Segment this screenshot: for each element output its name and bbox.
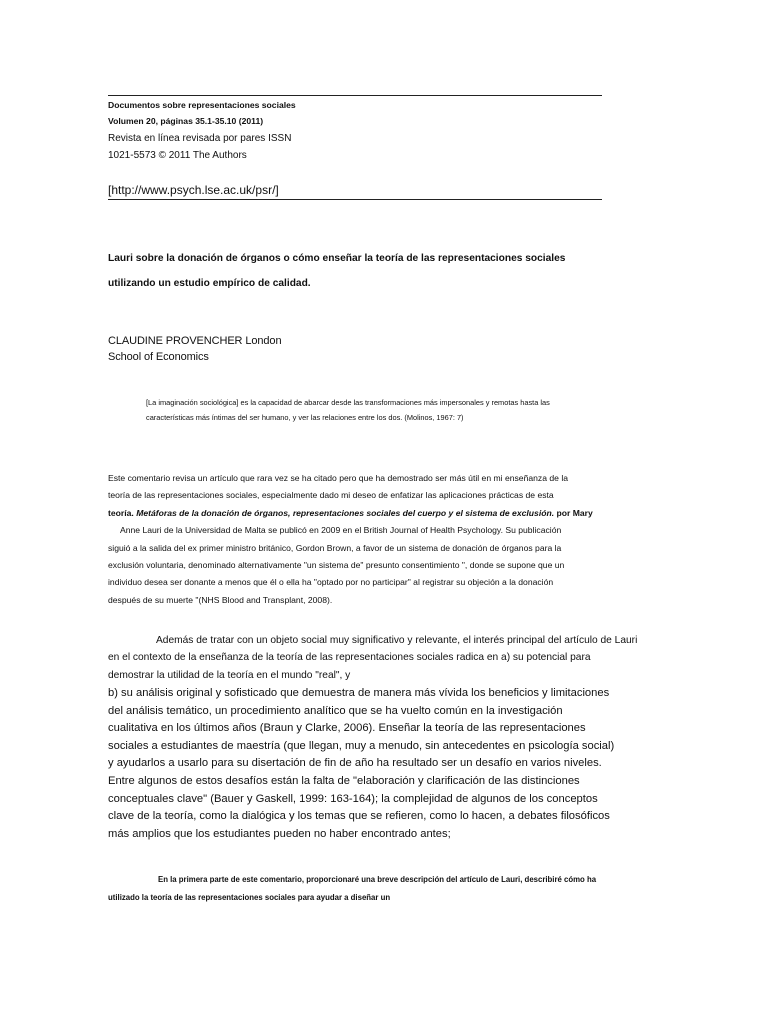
copyright-info: 1021-5573 © 2011 The Authors <box>108 150 247 161</box>
header-top-rule <box>108 95 602 96</box>
paragraph-line: después de su muerte "(NHS Blood and Transplant, 2008). <box>108 594 333 605</box>
epigraph <box>146 395 646 425</box>
paragraph-line: sociales a estudiantes de maestría (que llegan, muy a menudo, sin antecedentes en psicología social) <box>108 739 615 752</box>
author-institution: School of Economics <box>108 351 209 363</box>
paragraph-line: b) su análisis original y sofisticado que demuestra de manera más vívida los beneficios y limitaciones <box>108 687 610 699</box>
journal-name: Documentos sobre representaciones sociales <box>108 100 296 110</box>
article-reference-title: Metáforas de la donación de órganos, representaciones sociales del cuerpo y el sistema de exclusión. <box>136 507 555 518</box>
paragraph-line: utilizado la teoría de las representaciones sociales para ayudar a diseñar un <box>108 893 391 902</box>
paragraph-line: Este comentario revisa un artículo que rara vez se ha citado pero que ha demostrado ser más útil en mi enseñanza de la <box>108 473 569 483</box>
journal-url[interactable]: [http://www.psych.lse.ac.uk/psr/] <box>108 183 279 197</box>
volume-info: Volumen 20, páginas 35.1-35.10 (2011) <box>108 116 264 126</box>
paragraph-line: Además de tratar con un objeto social muy significativo y relevante, el interés principal del artículo de Lauri <box>156 635 638 646</box>
author-name: CLAUDINE PROVENCHER London <box>108 335 282 347</box>
paragraph-line: en el contexto de la enseñanza de la teoría de las representaciones sociales radica en a) su potencial para <box>108 652 591 664</box>
paragraph-line: Entre algunos de estos desafíos están la falta de "elaboración y clarificación de las distinciones <box>108 774 580 787</box>
paragraph-line: y ayudarlos a usarlo para su disertación de fin de año ha resultado ser un desafío en varios niveles. <box>108 757 602 770</box>
paragraph-line: más amplios que los estudiantes pueden no haber encontrado antes; <box>108 827 451 840</box>
paragraph-line: exclusión voluntaria, denominado alternativamente "un sistema de" presunto consentimiento ", donde se supone que un <box>108 560 565 571</box>
title-line-2: utilizando un estudio empírico de calidad. <box>108 278 311 289</box>
article-title <box>108 246 648 296</box>
paragraph-line <box>108 505 593 522</box>
header-bottom-rule <box>108 199 602 200</box>
paragraph-line: demostrar la utilidad de la teoría en el mundo "real", y <box>108 669 351 681</box>
paragraph-line: cualitativa en los últimos años (Braun y Clarke, 2006). Enseñar la teoría de las representaciones <box>108 722 586 735</box>
epigraph-line-2: características más íntimas del ser humano, y ver las relaciones entre los dos. (Molinos, 1967: 7) <box>146 413 464 422</box>
paragraph-line: clave de la teoría, como la dialógica y los temas que se refieren, como lo hacen, a debates filosóficos <box>108 810 610 823</box>
paragraph-line: individuo desea ser donante a menos que él o ella ha "optado por no participar" al registrar su objeción a la donación <box>108 577 554 588</box>
paragraph-line: Anne Lauri de la Universidad de Malta se publicó en 2009 en el British Journal of Health Psychology. Su publicación <box>120 525 562 536</box>
paragraph-bold-word: teoría. <box>108 507 134 518</box>
paragraph-line: En la primera parte de este comentario, proporcionaré una breve descripción del artículo de Lauri, describiré cómo ha <box>158 875 597 884</box>
paragraph-line: teoría de las representaciones sociales, especialmente dado mi deseo de enfatizar las aplicaciones prácticas de esta <box>108 490 554 501</box>
author-block <box>108 333 281 365</box>
epigraph-line-1: [La imaginación sociológica] es la capacidad de abarcar desde las transformaciones más impersonales y remotas hasta las <box>146 398 550 407</box>
paragraph-4 <box>108 871 596 907</box>
paragraph-line: conceptuales clave" (Bauer y Gaskell, 1999: 163-164); la complejidad de algunos de los conceptos <box>108 792 598 805</box>
paragraph-1 <box>108 470 593 609</box>
paragraph-bold-word: por Mary <box>556 507 593 518</box>
paragraph-3 <box>108 685 614 843</box>
paragraph-line: siguió a la salida del ex primer ministro británico, Gordon Brown, a favor de un sistema de donación de órganos para la <box>108 542 562 553</box>
paragraph-line: del análisis temático, un procedimiento analítico que se ha vuelto común en la investigación <box>108 704 563 717</box>
paragraph-2 <box>108 632 648 684</box>
review-info: Revista en línea revisada por pares ISSN <box>108 133 292 144</box>
title-line-1: Lauri sobre la donación de órganos o cómo enseñar la teoría de las representaciones sociales <box>108 253 566 264</box>
